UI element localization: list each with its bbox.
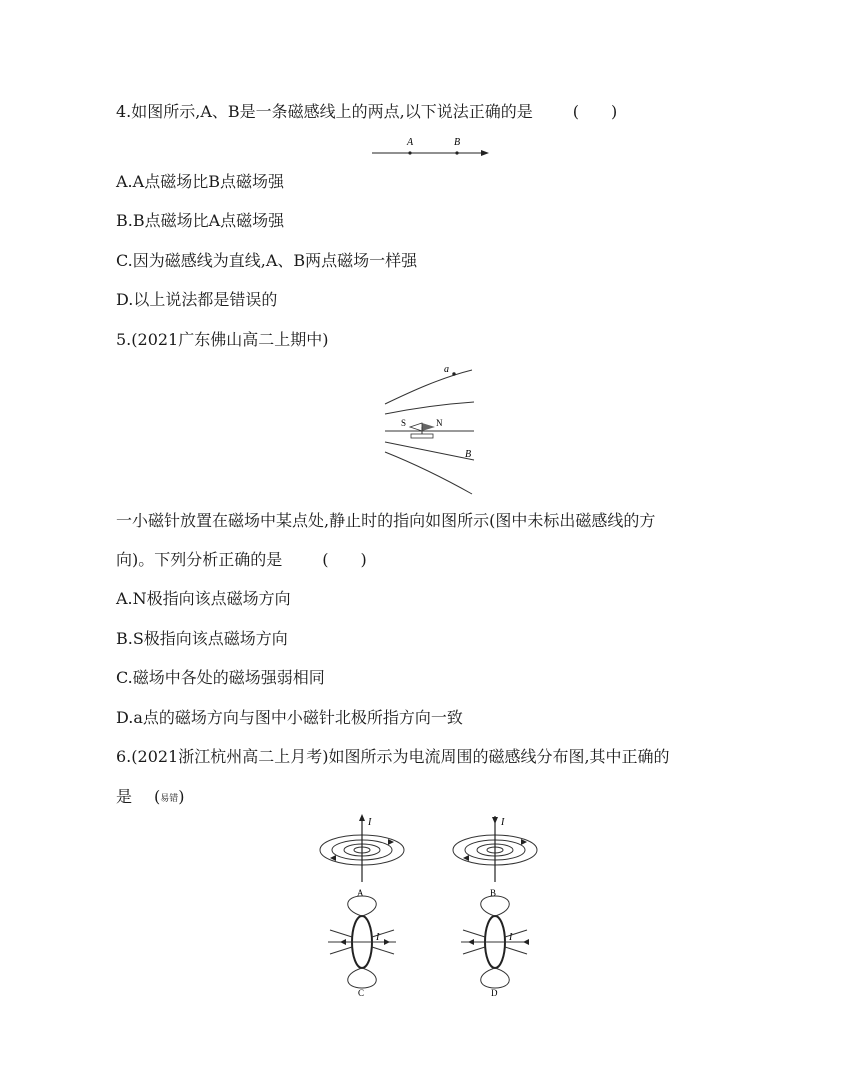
q6-answer-paren: (易错) [154, 787, 185, 806]
q6-stem-line2 [116, 787, 185, 809]
q5-header: 5.(2021广东佛山高二上期中) [116, 330, 329, 349]
q4-answer-paren: ( ) [572, 102, 618, 121]
q5-needle-south [410, 423, 422, 431]
q6-panel-c [328, 896, 396, 998]
q6-stem-line2-text: 是 [116, 787, 133, 806]
q5-field-line-bottom [385, 452, 472, 494]
q5-point-a [452, 372, 455, 375]
q6-panel-b [453, 816, 537, 898]
q6-figure [310, 812, 560, 1000]
q6-label-c: C [358, 988, 365, 998]
q5-option-d: D.a点的磁场方向与图中小磁针北极所指方向一致 [116, 708, 463, 727]
q6-label-d: D [491, 988, 498, 998]
q4-point-b [455, 151, 458, 154]
q4-point-a [408, 151, 411, 154]
q6-label-a: A [357, 888, 364, 898]
q6-b-current-arrow [492, 817, 498, 824]
q4-option-c: C.因为磁感线为直线,A、B两点磁场一样强 [116, 251, 418, 270]
q5-label-n: N [436, 418, 443, 428]
q5-figure [380, 356, 480, 501]
q6-b-current-label: I [501, 817, 505, 828]
q5-label-b: B [465, 449, 472, 460]
q4-option-d: D.以上说法都是错误的 [116, 290, 278, 309]
q6-stem-line1: 6.(2021浙江杭州高二上月考)如图所示为电流周围的磁感线分布图,其中正确的 [116, 747, 670, 766]
q5-option-c: C.磁场中各处的磁场强弱相同 [116, 668, 325, 687]
q5-field-line-upper [385, 402, 474, 414]
q6-a-current-arrow [359, 814, 365, 821]
q5-answer-paren: ( ) [322, 550, 367, 569]
q6-c-current-label: I [376, 932, 380, 943]
q5-needle-north [422, 423, 435, 431]
q4-option-a: A.A点磁场比B点磁场强 [116, 172, 284, 191]
q4-stem-text: 4.如图所示,A、B是一条磁感线上的两点,以下说法正确的是 [116, 102, 533, 121]
q4-label-b: B [454, 137, 461, 148]
q5-field-line-top [385, 370, 472, 404]
q4-figure [368, 134, 494, 160]
q5-needle-base [411, 434, 433, 438]
q6-d-current-label: I [509, 932, 513, 943]
q6-panel-a [320, 814, 404, 898]
q4-stem [116, 102, 617, 122]
q5-label-s: S [401, 418, 407, 428]
q4-label-a: A [407, 137, 414, 148]
q5-stem-line2-text: 向)。下列分析正确的是 [116, 550, 283, 569]
q4-option-b: B.B点磁场比A点磁场强 [116, 211, 285, 230]
q5-label-a: a [444, 364, 449, 375]
q6-a-current-label: I [368, 817, 372, 828]
q5-option-a: A.N极指向该点磁场方向 [116, 589, 291, 608]
q6-tag: 易错 [160, 794, 179, 804]
q6-panel-d [461, 896, 529, 998]
q5-stem-line1: 一小磁针放置在磁场中某点处,静止时的指向如图所示(图中未标出磁感线的方 [116, 511, 656, 530]
q5-option-b: B.S极指向该点磁场方向 [116, 629, 288, 648]
q5-stem-line2 [116, 550, 367, 570]
q4-field-arrow [481, 150, 489, 156]
q6-label-b: B [490, 888, 497, 898]
